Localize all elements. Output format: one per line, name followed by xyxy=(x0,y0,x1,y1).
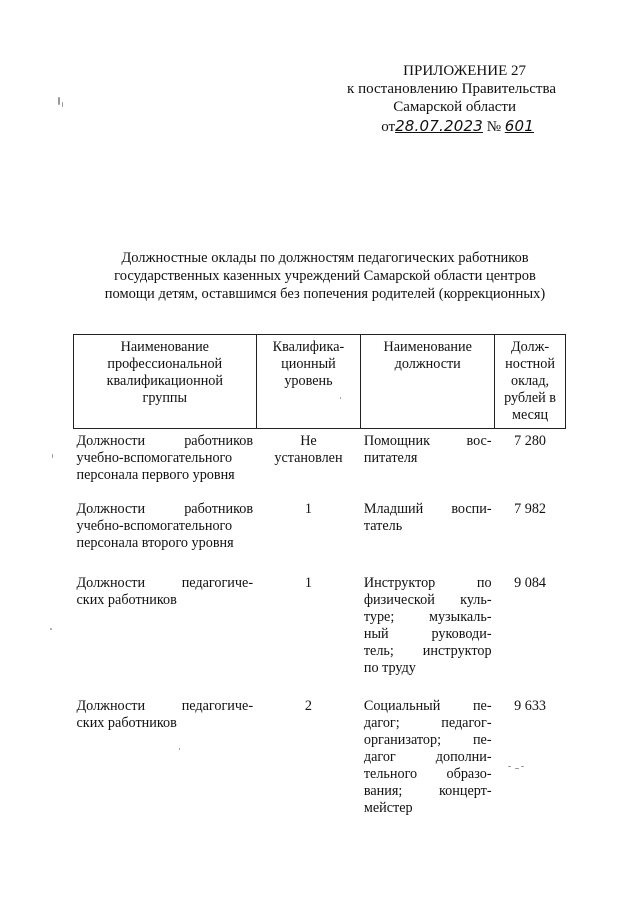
appendix-title: ПРИЛОЖЕНИЕ 27 xyxy=(403,63,526,79)
header-position: Наименование должности xyxy=(361,335,495,429)
table-header-row xyxy=(74,335,566,429)
header-level: Квалифика- ционный уровень xyxy=(256,335,361,429)
cell-salary: 7 982 xyxy=(514,501,546,517)
cell-level: Не установлен xyxy=(274,433,343,466)
scan-speck xyxy=(62,102,63,107)
scan-speck xyxy=(58,97,60,105)
scan-speck xyxy=(50,628,52,630)
header-salary: Долж- ностной оклад, рублей в месяц xyxy=(495,335,566,429)
appendix-block xyxy=(300,62,560,136)
appendix-date-line xyxy=(300,117,560,136)
cell-salary: 9 084 xyxy=(514,575,546,591)
cell-salary: 9 633 xyxy=(514,698,546,714)
cell-position: Младший воспи- татель xyxy=(363,501,492,534)
cell-position: Помощник вос- питателя xyxy=(363,433,492,466)
date-prefix: от xyxy=(381,119,396,135)
table-row xyxy=(74,694,566,838)
cell-salary: 7 280 xyxy=(514,433,546,449)
table-row xyxy=(74,571,566,694)
scan-speck xyxy=(52,454,53,458)
document-title-line: помощи детям, оставшимся без попечения родителей (коррекционных) xyxy=(104,286,546,302)
cell-level: 2 xyxy=(304,698,312,714)
cell-group: Должности педагогиче- ских работников xyxy=(76,575,254,608)
salary-table xyxy=(73,334,566,838)
document-title-line: Должностные оклады по должностям педагогических работников xyxy=(121,250,529,266)
scan-speck xyxy=(508,766,511,767)
cell-position: Социальный пе- дагог; педагог- организатор; пе- дагог дополни- тельного образо- вания; концерт- мейстер xyxy=(363,698,492,816)
scan-speck xyxy=(521,766,524,767)
document-title xyxy=(70,249,580,303)
cell-position: Инструктор по физической куль- туре; музыкаль- ный руководи- тель; инструктор по труду xyxy=(363,575,492,676)
cell-level: 1 xyxy=(304,575,312,591)
scan-speck xyxy=(515,768,519,769)
cell-group: Должности работников учебно-вспомогательного персонала второго уровня xyxy=(76,501,254,551)
appendix-resolution: к постановлению Правительства xyxy=(347,81,556,97)
table-row xyxy=(74,429,566,498)
scan-speck xyxy=(179,748,180,750)
appendix-region: Самарской области xyxy=(393,99,516,115)
document-title-line: государственных казенных учреждений Самарской области центров xyxy=(114,268,536,284)
header-group: Наименование профессиональной квалификационной группы xyxy=(74,335,257,429)
handwritten-number: 601 xyxy=(504,117,534,135)
cell-group: Должности педагогиче- ских работников xyxy=(76,698,254,731)
scan-speck xyxy=(340,397,341,399)
cell-group: Должности работников учебно-вспомогательного персонала первого уровня xyxy=(76,433,254,483)
number-sign: № xyxy=(486,119,502,135)
handwritten-date: 28.07.2023 xyxy=(395,117,483,135)
cell-level: 1 xyxy=(304,501,312,517)
table-row xyxy=(74,497,566,571)
